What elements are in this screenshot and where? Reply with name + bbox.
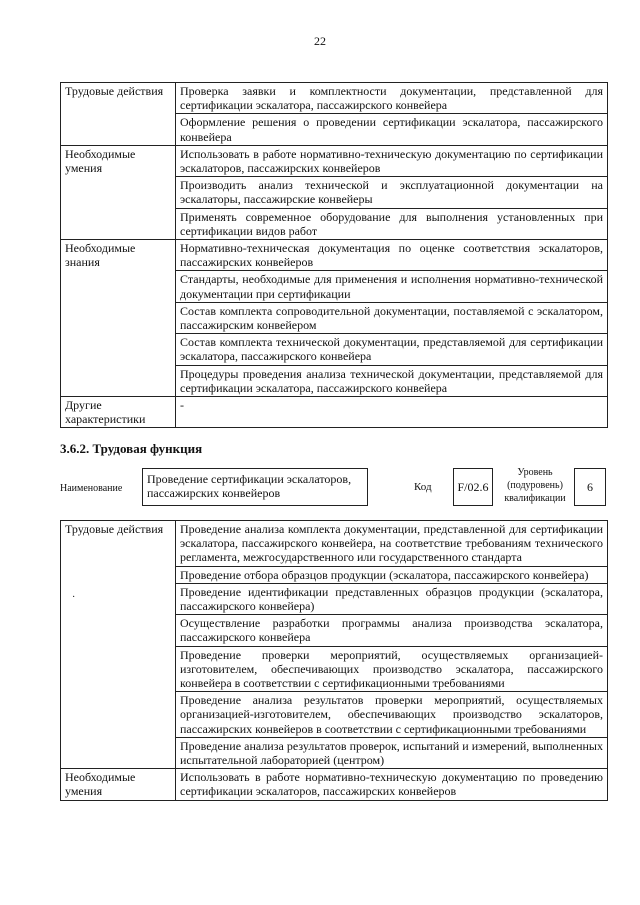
- row-group-label: Необходимые знания: [61, 240, 176, 397]
- row-item-text: Проведение отбора образцов продукции (эскалатора, пассажирского конвейера): [176, 566, 608, 583]
- section-title: 3.6.2. Трудовая функция: [60, 441, 203, 456]
- row-group-label: Трудовые действия: [61, 83, 176, 146]
- level-label: Уровень (подуровень) квалификации: [504, 467, 566, 504]
- table-row: [61, 521, 608, 567]
- row-group-label: Необходимые умения: [61, 145, 176, 239]
- row-item-text: Использовать в работе нормативно-техническую документацию по сертификации эскалаторов, пассажирских конвейеров: [176, 145, 608, 176]
- row-item-text: Производить анализ технической и эксплуатационной документации на эскалаторы, пассажирские конвейеры: [176, 177, 608, 208]
- table-row: [61, 145, 608, 176]
- margin-mark: ·: [72, 592, 76, 603]
- row-item-text: Оформление решения о проведении сертификации эскалатора, пассажирского конвейера: [176, 114, 608, 145]
- row-item-text: Проведение анализа комплекта документации, представленной для сертификации эскалатора, пассажирского конвейера, на соответствие требованиям технического регламента, межгосударственного или государственного стандарта: [176, 521, 608, 567]
- row-item-text: Проведение проверки мероприятий, осуществляемых организацией-изготовителем, обеспечивающих производство эскалатора, пассажирского конвейера в соответствии с сертификационными требованиями: [176, 646, 608, 692]
- table-row: [61, 769, 608, 800]
- table-row: [61, 240, 608, 271]
- row-item-text: Стандарты, необходимые для применения и исполнения нормативно-технической документации при сертификации: [176, 271, 608, 302]
- row-group-label: Другие характеристики: [61, 397, 176, 428]
- page-number: 22: [314, 34, 326, 48]
- row-item-text: Применять современное оборудование для выполнения установленных при сертификации видов работ: [176, 208, 608, 239]
- row-item-text: Проверка заявки и комплектности документации, представленной для сертификации эскалатора, пассажирского конвейера: [176, 83, 608, 114]
- row-item-text: Нормативно-техническая документация по оценке соответствия эскалаторов, пассажирских конвейеров: [176, 240, 608, 271]
- row-group-label: Необходимые умения: [61, 769, 176, 800]
- table-row: [61, 397, 608, 428]
- row-item-text: Проведение идентификации представленных образцов продукции (эскалатора, пассажирского конвейера): [176, 583, 608, 614]
- row-item-text: Использовать в работе нормативно-техническую документацию по проведению сертификации эскалаторов, пассажирских конвейеров: [176, 769, 608, 800]
- row-item-text: Проведение анализа результатов проверок, испытаний и измерений, выполненных испытательной лабораторией (центром): [176, 737, 608, 768]
- row-item-text: Состав комплекта технической документации, представляемой для сертификации эскалатора, пассажирского конвейера: [176, 334, 608, 365]
- level-box: 6: [574, 468, 606, 506]
- table-row: [61, 83, 608, 114]
- row-item-text: Состав комплекта сопроводительной документации, поставляемой с эскалатором, пассажирским конвейером: [176, 302, 608, 333]
- row-item-text: Процедуры проведения анализа технической документации, представляемой для сертификации эскалатора, пассажирского конвейера: [176, 365, 608, 396]
- row-item-text: -: [176, 397, 608, 428]
- row-item-text: Осуществление разработки программы анализа производства эскалатора, пассажирского конвейера: [176, 615, 608, 646]
- row-group-label: Трудовые действия: [61, 521, 176, 769]
- function-name-box: Проведение сертификации эскалаторов, пассажирских конвейеров: [142, 468, 368, 506]
- name-label: Наименование: [60, 483, 123, 494]
- code-box: F/02.6: [453, 468, 493, 506]
- competency-table-1: [60, 82, 608, 428]
- competency-table-2: [60, 520, 608, 801]
- code-label: Код: [414, 481, 432, 493]
- row-item-text: Проведение анализа результатов проверки мероприятий, осуществляемых организацией-изготовителем, обеспечивающих производство эскалаторов, пассажирских конвейеров в соответствии с сертификационными требованиями: [176, 692, 608, 738]
